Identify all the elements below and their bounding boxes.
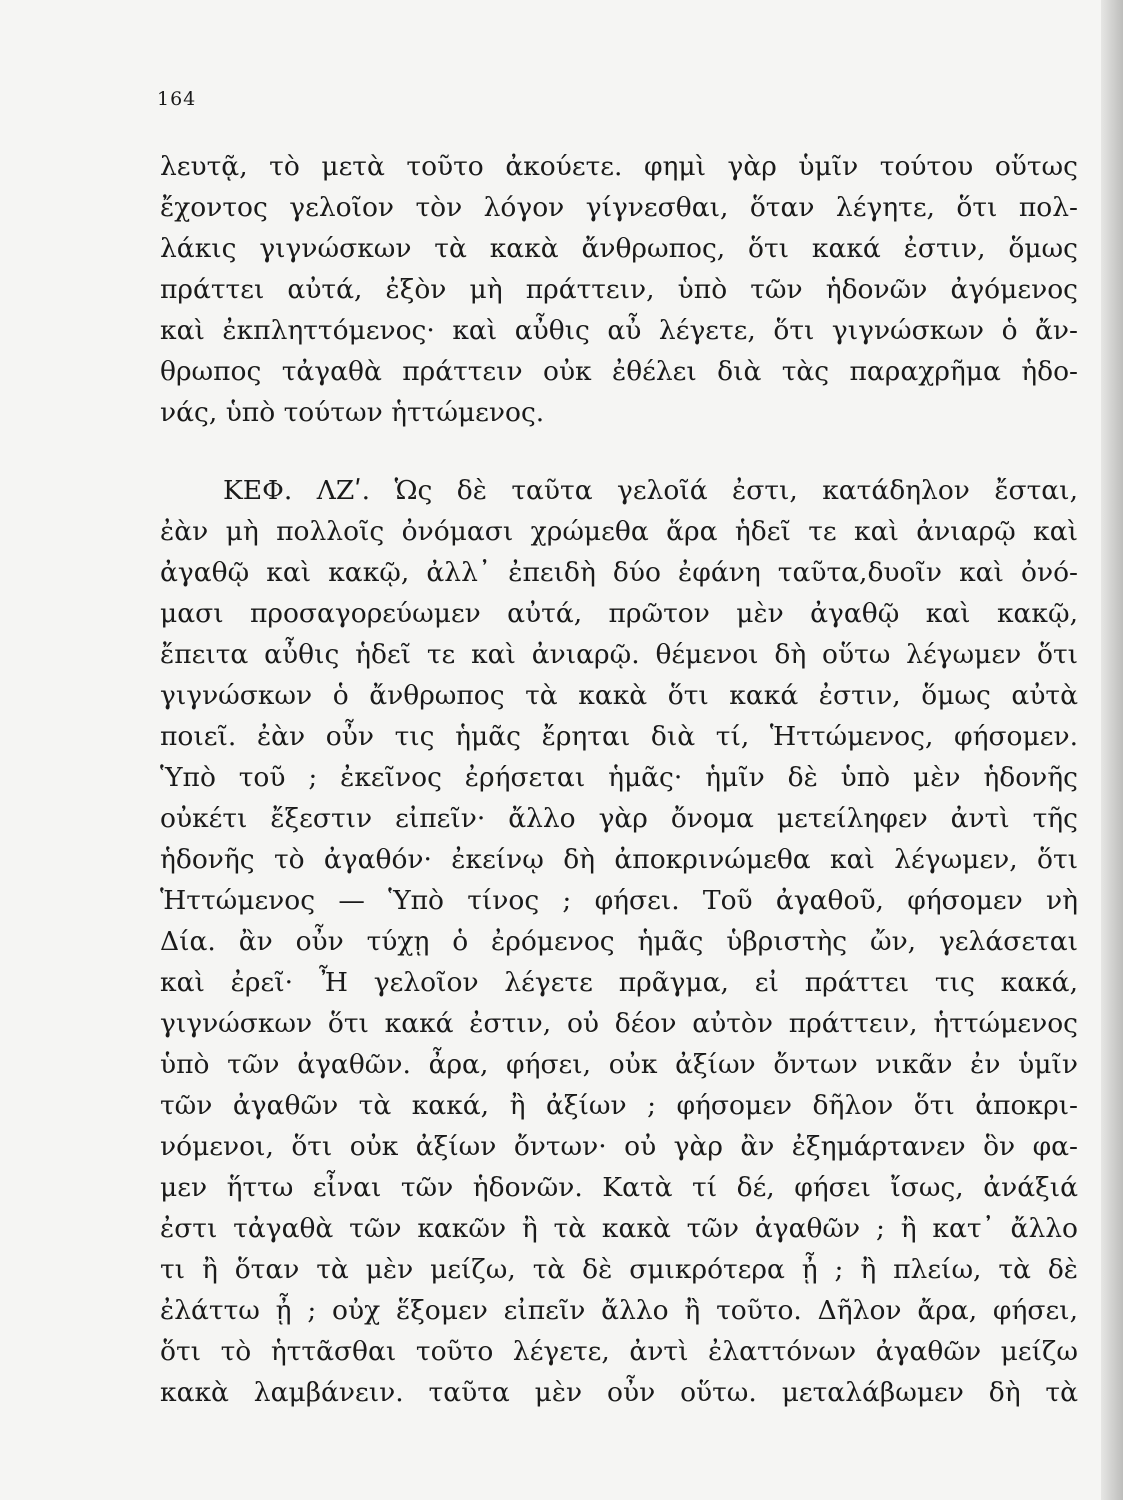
text-line: γιγνώσκων ὁ ἄνθρωπος τὰ κακὰ ὅτι κακά ἐστιν, ὅμως αὐτὰ bbox=[160, 680, 1078, 711]
page-edge-shadow bbox=[1101, 0, 1123, 1500]
paragraph-2 bbox=[160, 470, 1078, 1454]
text-line bbox=[160, 1413, 1078, 1454]
text-line: τῶν ἀγαθῶν τὰ κακά, ἢ ἀξίων ; φήσομεν δῆλον ὅτι ἀποκρι- bbox=[160, 1090, 1078, 1121]
text-line: ἀγαθῷ καὶ κακῷ, ἀλλ᾽ ἐπειδὴ δύο ἐφάνη ταῦτα,δυοῖν καὶ ὀνό- bbox=[160, 557, 1078, 588]
text-line: ὑπὸ τῶν ἀγαθῶν. ἆρα, φήσει, οὐκ ἀξίων ὄντων νικᾶν ἐν ὑμῖν bbox=[160, 1049, 1078, 1080]
body-text bbox=[160, 146, 1078, 1454]
paragraph-1 bbox=[160, 146, 1078, 433]
text-line: ἐστι τἀγαθὰ τῶν κακῶν ἢ τὰ κακὰ τῶν ἀγαθῶν ; ἢ κατ᾽ ἄλλο bbox=[160, 1213, 1078, 1244]
text-line: τι ἢ ὅταν τὰ μὲν μείζω, τὰ δὲ σμικρότερα ᾖ ; ἢ πλείω, τὰ δὲ bbox=[160, 1254, 1078, 1285]
text-line: λάκις γιγνώσκων τὰ κακὰ ἄνθρωπος, ὅτι κακά ἐστιν, ὅμως bbox=[160, 233, 1078, 264]
paragraph-gap bbox=[160, 433, 1078, 470]
chapter-heading-line: ΚΕΦ. ΛΖʹ. Ὡς δὲ ταῦτα γελοῖά ἐστι, κατάδηλον ἔσται, bbox=[223, 475, 1078, 506]
text-line: ὅτι τὸ ἡττᾶσθαι τοῦτο λέγετε, ἀντὶ ἐλαττόνων ἀγαθῶν μείζω bbox=[160, 1336, 1078, 1367]
text-line: μεν ἥττω εἶναι τῶν ἡδονῶν. Κατὰ τί δέ, φήσει ἴσως, ἀνάξιά bbox=[160, 1172, 1078, 1203]
text-line: Ὑπὸ τοῦ ; ἐκεῖνος ἐρήσεται ἡμᾶς· ἡμῖν δὲ ὑπὸ μὲν ἡδονῆς bbox=[160, 762, 1078, 793]
text-line: ἐλάττω ᾖ ; οὐχ ἕξομεν εἰπεῖν ἄλλο ἢ τοῦτο. Δῆλον ἄρα, φήσει, bbox=[160, 1295, 1078, 1326]
text-line: ἡδονῆς τὸ ἀγαθόν· ἐκείνῳ δὴ ἀποκρινώμεθα καὶ λέγωμεν, ὅτι bbox=[160, 844, 1078, 875]
text-line: πράττει αὐτά, ἐξὸν μὴ πράττειν, ὑπὸ τῶν ἡδονῶν ἀγόμενος bbox=[160, 274, 1078, 305]
text-line: Δία. ἂν οὖν τύχῃ ὁ ἐρόμενος ἡμᾶς ὑβριστὴς ὤν, γελάσεται bbox=[160, 926, 1078, 957]
text-line: μασι προσαγορεύωμεν αὐτά, πρῶτον μὲν ἀγαθῷ καὶ κακῷ, bbox=[160, 598, 1078, 629]
text-line: νάς, ὑπὸ τούτων ἡττώμενος. bbox=[160, 397, 545, 428]
text-line: καὶ ἐρεῖ· Ἦ γελοῖον λέγετε πρᾶγμα, εἰ πράττει τις κακά, bbox=[160, 967, 1078, 998]
text-line: νόμενοι, ὅτι οὐκ ἀξίων ὄντων· οὐ γὰρ ἂν ἐξημάρτανεν ὃν φα- bbox=[160, 1131, 1078, 1162]
text-line: καὶ ἐκπληττόμενος· καὶ αὖθις αὖ λέγετε, ὅτι γιγνώσκων ὁ ἄν- bbox=[160, 315, 1078, 346]
text-line: ποιεῖ. ἐὰν οὖν τις ἡμᾶς ἔρηται διὰ τί, Ἡττώμενος, φήσομεν. bbox=[160, 721, 1078, 752]
text-line: ἔπειτα αὖθις ἡδεῖ τε καὶ ἀνιαρῷ. θέμενοι δὴ οὕτω λέγωμεν ὅτι bbox=[160, 639, 1078, 670]
text-line: λευτᾷ, τὸ μετὰ τοῦτο ἀκούετε. φημὶ γὰρ ὑμῖν τούτου οὕτως bbox=[160, 151, 1078, 182]
text-line: θρωπος τἀγαθὰ πράττειν οὐκ ἐθέλει διὰ τὰς παραχρῆμα ἡδο- bbox=[160, 356, 1078, 387]
text-line: γιγνώσκων ὅτι κακά ἐστιν, οὐ δέον αὐτὸν πράττειν, ἡττώμενος bbox=[160, 1008, 1078, 1039]
text-line: ἐὰν μὴ πολλοῖς ὀνόμασι χρώμεθα ἅρα ἡδεῖ τε καὶ ἀνιαρῷ καὶ bbox=[160, 516, 1078, 547]
text-line: ἔχοντος γελοῖον τὸν λόγον γίγνεσθαι, ὅταν λέγητε, ὅτι πολ- bbox=[160, 192, 1078, 223]
page-number: 164 bbox=[157, 88, 197, 110]
text-line: Ἡττώμενος — Ὑπὸ τίνος ; φήσει. Τοῦ ἀγαθοῦ, φήσομεν νὴ bbox=[160, 885, 1078, 916]
text-line: κακὰ λαμβάνειν. ταῦτα μὲν οὖν οὕτω. μεταλάβωμεν δὴ τὰ bbox=[160, 1377, 1078, 1408]
text-line: οὐκέτι ἔξεστιν εἰπεῖν· ἄλλο γὰρ ὄνομα μετείληφεν ἀντὶ τῆς bbox=[160, 803, 1078, 834]
